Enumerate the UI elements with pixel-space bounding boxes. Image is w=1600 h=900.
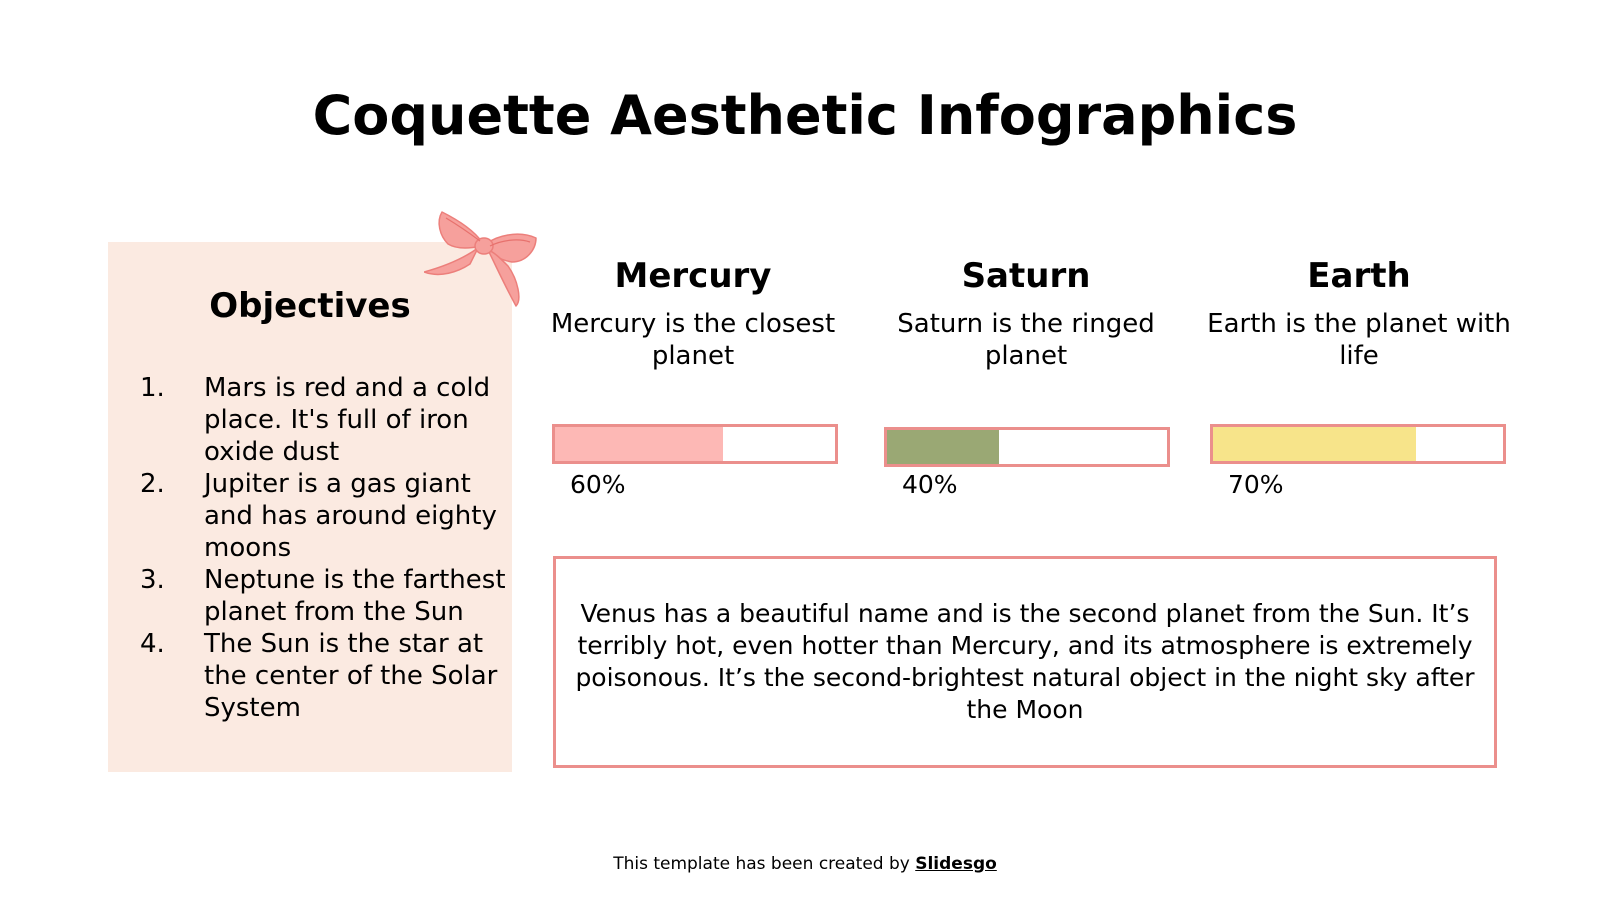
slide-title: Coquette Aesthetic Infographics — [312, 84, 1298, 147]
footer-credit — [0, 854, 1600, 874]
objectives-heading: Objectives — [209, 286, 411, 326]
venus-text-box — [553, 556, 1497, 768]
progress-label: 70% — [1228, 470, 1284, 499]
planet-description: Mercury is the closest planet — [550, 309, 836, 371]
objectives-panel — [108, 242, 512, 772]
progress-bar-earth — [1210, 424, 1506, 464]
list-item — [138, 564, 508, 628]
footer-prefix: This template has been created by — [613, 854, 916, 874]
list-item-number: 2. — [140, 469, 165, 499]
list-item-number: 3. — [140, 565, 165, 595]
planet-earth — [1194, 256, 1524, 372]
progress-bar-saturn — [884, 427, 1170, 467]
slidesgo-link[interactable]: Slidesgo — [915, 854, 997, 874]
progress-label: 60% — [570, 470, 626, 499]
list-item-number: 1. — [140, 373, 165, 403]
venus-description: Venus has a beautiful name and is the second planet from the Sun. It’s terribly hot, even hotter than Mercury, and its atmosphere is extremely poisonous. It’s the second-brightest natural object in the night sky after the Moon — [575, 599, 1475, 724]
planet-description: Earth is the planet with life — [1207, 309, 1511, 371]
objectives-list — [138, 372, 508, 724]
list-item — [138, 372, 508, 468]
progress-bar-mercury — [552, 424, 838, 464]
planet-name: Earth — [1307, 256, 1411, 296]
progress-label: 40% — [902, 470, 958, 499]
progress-fill — [1213, 427, 1416, 461]
list-item-text: The Sun is the star at the center of the Solar System — [204, 629, 498, 723]
planet-name: Mercury — [614, 256, 772, 296]
planet-name: Saturn — [961, 256, 1091, 296]
ribbon-bow-icon — [424, 210, 544, 310]
list-item-text: Jupiter is a gas giant and has around eighty moons — [204, 469, 497, 563]
list-item — [138, 468, 508, 564]
progress-fill — [555, 427, 723, 461]
progress-fill — [887, 430, 999, 464]
list-item-text: Mars is red and a cold place. It's full of iron oxide dust — [204, 373, 491, 467]
list-item — [138, 628, 508, 724]
planet-description: Saturn is the ringed planet — [897, 309, 1155, 371]
list-item-text: Neptune is the farthest planet from the Sun — [204, 565, 506, 627]
list-item-number: 4. — [140, 629, 165, 659]
planet-mercury — [528, 256, 858, 372]
planet-saturn — [861, 256, 1191, 372]
